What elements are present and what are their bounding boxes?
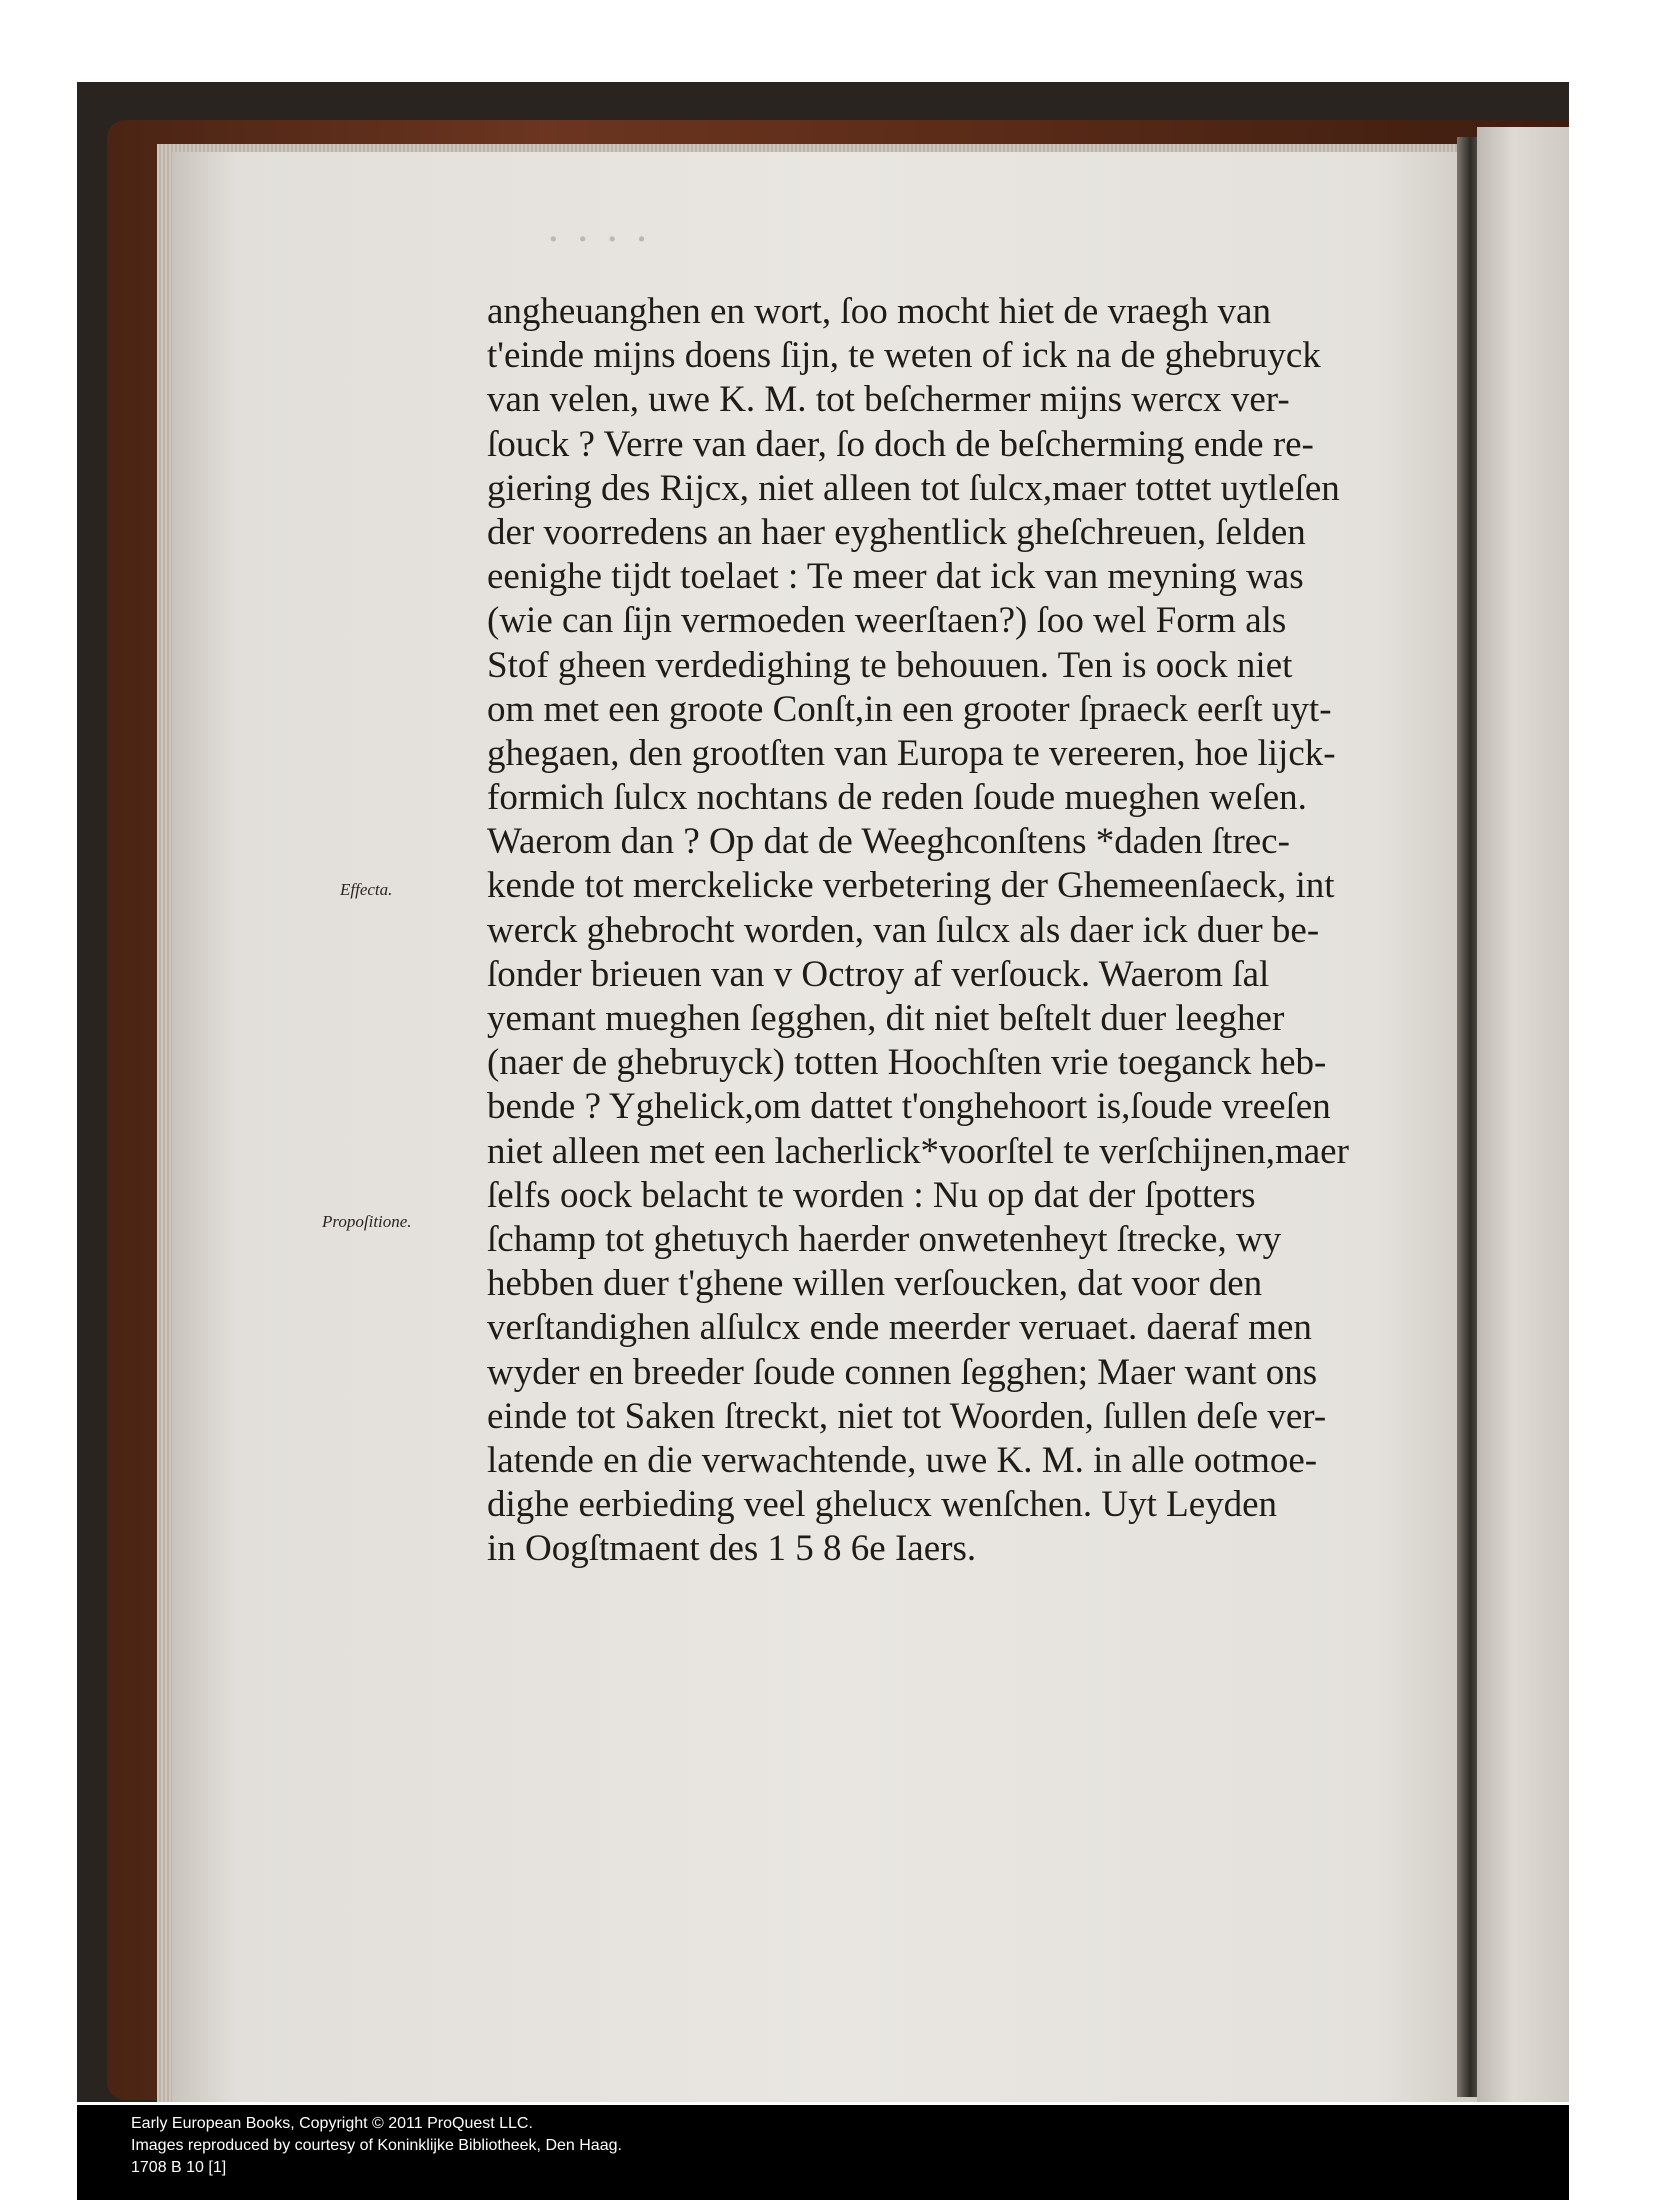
text-line: der voorredens an haer eyghentlick gheſchreuen, ſelden <box>487 511 1306 553</box>
body-text <box>487 290 1437 1571</box>
text-line: niet alleen met een lacherlick*voorſtel te verſchijnen,maer <box>487 1130 1349 1172</box>
text-line: in Oogſtmaent des 1 5 8 6e Iaers. <box>487 1528 977 1570</box>
text-line: verſtandighen alſulcx ende meerder veruaet. daeraf men <box>487 1307 1312 1349</box>
footer-copyright: Early European Books, Copyright © 2011 ProQuest LLC. <box>131 2115 533 2132</box>
text-line: om met een groote Conſt,in een grooter ſpraeck eerſt uyt- <box>487 688 1332 730</box>
text-line: eenighe tijdt toelaet : Te meer dat ick van meyning was <box>487 556 1304 598</box>
text-line: ſonder brieuen van v Octroy af verſouck. Waerom ſal <box>487 953 1270 995</box>
text-line: werck ghebrocht worden, van ſulcx als daer ick duer be- <box>487 909 1320 951</box>
text-line: ſchamp tot ghetuych haerder onwetenheyt ſtrecke, wy <box>487 1218 1282 1260</box>
text-line: (naer de ghebruyck) totten Hoochſten vrie toeganck heb- <box>487 1042 1327 1084</box>
text-line: hebben duer t'ghene willen verſoucken, dat voor den <box>487 1263 1263 1305</box>
text-line: ſelfs oock belacht te worden : Nu op dat der ſpotters <box>487 1174 1256 1216</box>
text-line: ſouck ? Verre van daer, ſo doch de beſcherming ende re- <box>487 423 1314 465</box>
text-line: kende tot merckelicke verbetering der Ghemeenſaeck, int <box>487 865 1335 907</box>
text-line: t'einde mijns doens ſijn, te weten of ick na de ghebruyck <box>487 335 1321 377</box>
margin-note-propositione: Propoſitione. <box>322 1212 412 1231</box>
text-line: bende ? Yghelick,om dattet t'onghehoort is,ſoude vreeſen <box>487 1086 1331 1128</box>
text-line: Stof gheen verdedighing te behouuen. Ten is oock niet <box>487 644 1293 686</box>
text-line: wyder en breeder ſoude connen ſegghen; Maer want ons <box>487 1351 1318 1393</box>
text-line: latende en die verwachtende, uwe K. M. in alle ootmoe- <box>487 1439 1318 1481</box>
text-line: dighe eerbieding veel ghelucx wenſchen. Uyt Leyden <box>487 1484 1278 1526</box>
copyright-footer <box>77 2105 1569 2200</box>
text-line: Waerom dan ? Op dat de Weeghconſtens *daden ſtrec- <box>487 821 1290 863</box>
book-gutter <box>1457 137 1479 2097</box>
text-line: ghegaen, den grootſten van Europa te vereeren, hoe lijck- <box>487 732 1336 774</box>
footer-shelfmark: 1708 B 10 [1] <box>131 2159 227 2176</box>
show-through-text: · · · · <box>547 217 651 263</box>
text-line: formich ſulcx nochtans de reden ſoude mueghen weſen. <box>487 777 1307 819</box>
text-line: giering des Rijcx, niet alleen tot ſulcx,maer tottet uytleſen <box>487 467 1340 509</box>
text-line: van velen, uwe K. M. tot beſchermer mijns wercx ver- <box>487 379 1290 421</box>
text-line: yemant mueghen ſegghen, dit niet beſtelt duer leegher <box>487 998 1285 1039</box>
footer-courtesy: Images reproduced by courtesy of Koninklijke Bibliotheek, Den Haag. <box>131 2137 622 2154</box>
facing-page-edge <box>1477 127 1569 2102</box>
text-line: angheuanghen en wort, ſoo mocht hiet de vraegh van <box>487 291 1271 332</box>
margin-note-effecta: Effecta. <box>340 880 393 899</box>
text-line: einde tot Saken ſtreckt, niet tot Woorden, ſullen deſe ver- <box>487 1395 1327 1437</box>
text-line: (wie can ſijn vermoeden weerſtaen?) ſoo wel Form als <box>487 600 1287 642</box>
